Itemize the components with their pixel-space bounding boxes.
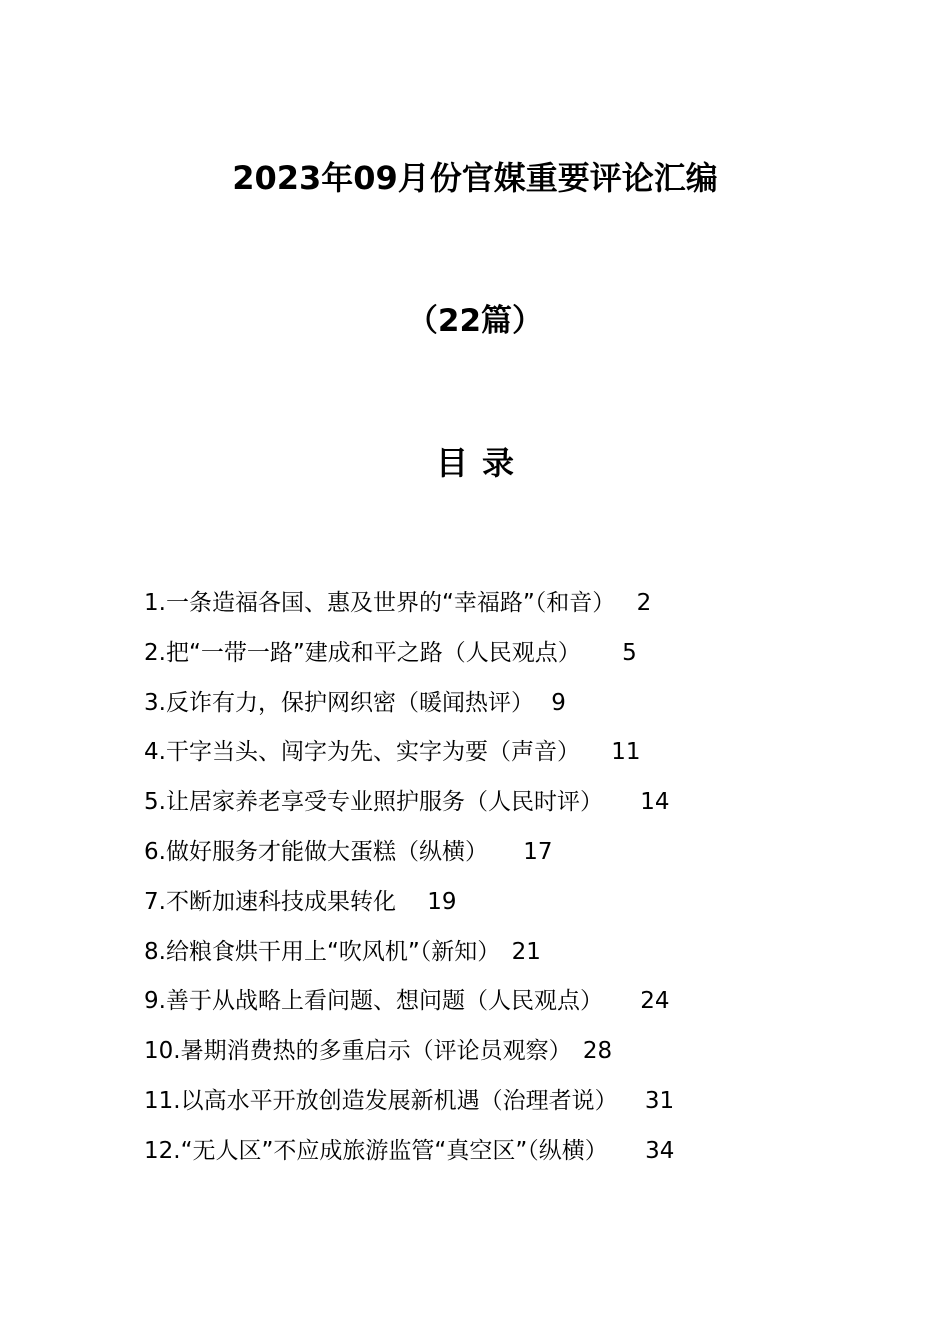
toc-entry-title: 9.善于从战略上看问题、想问题（人民观点） <box>144 988 603 1015</box>
toc-entry[interactable] <box>144 779 844 829</box>
toc-entry-page: 34 <box>645 1137 675 1164</box>
toc-entry-title: 2.把“一带一路”建成和平之路（人民观点） <box>144 639 581 666</box>
document-subtitle: （22篇） <box>406 303 544 339</box>
toc-entry[interactable] <box>144 929 844 979</box>
toc-entry[interactable] <box>144 729 844 779</box>
toc-entry-title: 4.干字当头、闯字为先、实字为要（声音） <box>144 739 580 766</box>
toc-entry-title: 8.给粮食烘干用上“吹风机”（新知） <box>144 938 501 965</box>
toc-entry-title: 10.暑期消费热的多重启示（评论员观察） <box>144 1038 572 1065</box>
toc-entry[interactable] <box>144 580 844 630</box>
toc-entry[interactable] <box>144 680 844 730</box>
document-title: 2023年09月份官媒重要评论汇编 <box>232 159 718 197</box>
toc-entry[interactable] <box>144 1028 844 1078</box>
toc-entry[interactable] <box>144 1078 844 1128</box>
toc-entry[interactable] <box>144 829 844 879</box>
toc-entry-title: 1.一条造福各国、惠及世界的“幸福路”（和音） <box>144 590 616 616</box>
toc-heading: 目录 <box>435 444 528 482</box>
toc-entry-title: 11.以高水平开放创造发展新机遇（治理者说） <box>144 1087 618 1114</box>
toc-entry-page: 5 <box>622 639 637 666</box>
toc-entry[interactable] <box>144 630 844 680</box>
toc-entry-page: 11 <box>611 739 641 766</box>
toc-entry-page: 21 <box>511 938 541 965</box>
toc-entry-page: 24 <box>640 988 670 1015</box>
toc-entry[interactable] <box>144 978 844 1028</box>
toc-entry-page: 14 <box>640 789 670 816</box>
table-of-contents <box>144 580 844 1178</box>
toc-entry[interactable] <box>144 879 844 929</box>
toc-entry-page: 2 <box>636 590 652 616</box>
toc-entry-page: 31 <box>644 1087 675 1114</box>
toc-entry-page: 28 <box>582 1038 613 1065</box>
toc-entry-page: 17 <box>523 838 553 865</box>
toc-entry-title: 5.让居家养老享受专业照护服务（人民时评） <box>144 789 603 816</box>
toc-entry-page: 9 <box>551 689 566 716</box>
toc-entry-title: 3.反诈有力，保护网织密（暖闻热评） <box>144 689 534 716</box>
toc-entry-page: 19 <box>427 888 457 915</box>
toc-entry-title: 7.不断加速科技成果转化 <box>144 888 396 915</box>
toc-entry-title: 6.做好服务才能做大蛋糕（纵横） <box>144 838 488 865</box>
toc-entry-title: 12.“无人区”不应成旅游监管“真空区”（纵横） <box>144 1137 608 1164</box>
toc-entry[interactable] <box>144 1128 844 1178</box>
